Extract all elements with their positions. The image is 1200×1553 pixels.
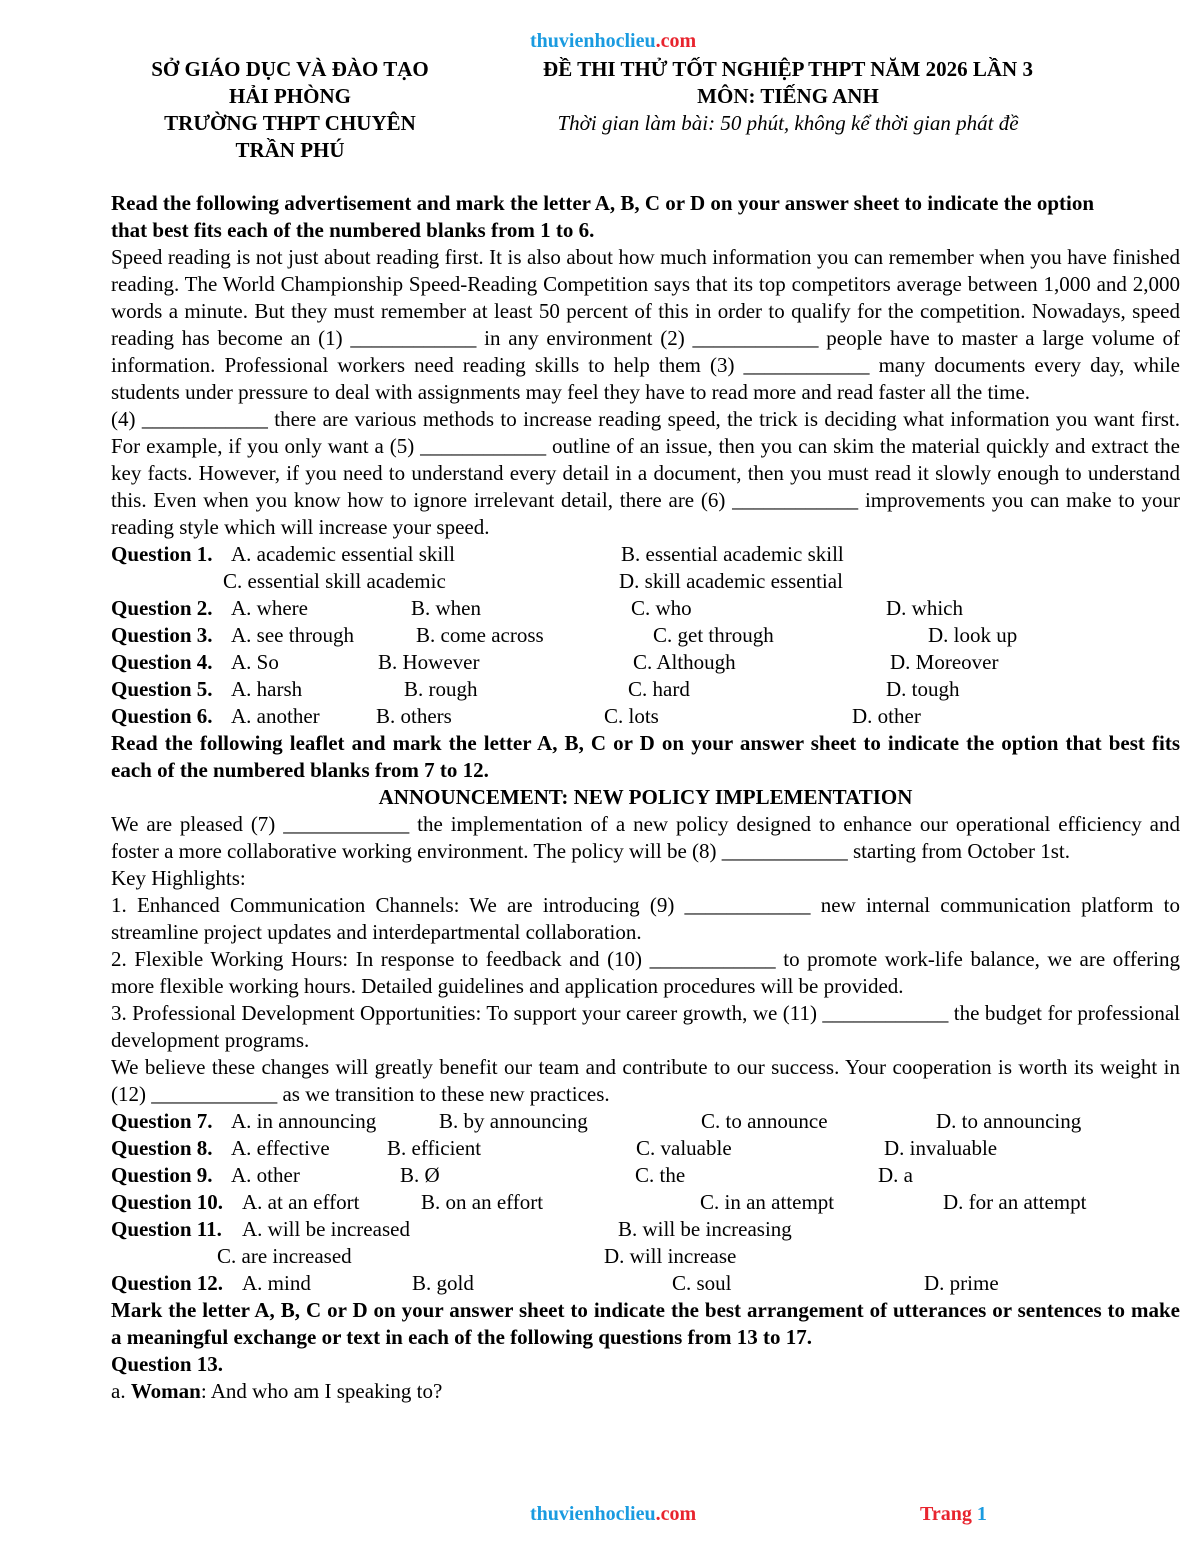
option-a: A. harsh [231,677,303,701]
option-b: B. when [411,596,481,620]
question-row [111,622,1180,649]
page-label: Trang [920,1503,972,1525]
exam-time: Thời gian làm bài: 50 phút, không kể thời gian phát đề [557,111,1019,135]
page-number-value: 1 [976,1503,987,1525]
question-row [111,541,1180,568]
site-watermark-bottom [530,1503,696,1526]
question-row [111,1243,1180,1270]
announcement-highlight-2: 2. Flexible Working Hours: In response to feedback and (10) ____________ to promote work-life balance, we are offering more flexible working hours. Detailed guidelines and application procedures will be provided. [111,947,1180,998]
option-a: A. another [231,704,320,728]
option-a: A. at an effort [242,1190,360,1214]
option-a: A. academic essential skill [231,542,455,566]
question-label: Question 1. [111,542,213,566]
speaker-label: Woman [130,1379,201,1403]
city-line: HẢI PHÒNG [229,84,351,108]
option-a: A. effective [231,1136,330,1160]
school-name-line: TRẦN PHÚ [235,138,345,162]
question-row [111,1135,1180,1162]
question-row [111,1162,1180,1189]
announcement-highlight-3: 3. Professional Development Opportunities: To support your career growth, we (11) ____________ the budget for professional development programs. [111,1001,1180,1052]
exam-subject: MÔN: TIẾNG ANH [697,84,879,108]
option-d: D. tough [886,677,960,701]
announcement-highlight-1: 1. Enhanced Communication Channels: We are introducing (9) ____________ new internal communication platform to streamline project updates and interdepartmental collaboration. [111,893,1180,944]
option-a: A. mind [242,1271,311,1295]
option-d: D. a [878,1163,913,1187]
option-b: B. However [378,650,480,674]
option-c: C. lots [604,704,659,728]
option-c: C. the [635,1163,686,1187]
option-b: B. Ø [400,1163,440,1187]
question-label: Question 7. [111,1109,213,1133]
page-number [920,1503,987,1526]
announcement-title: ANNOUNCEMENT: NEW POLICY IMPLEMENTATION [378,785,913,809]
option-c: C. are increased [217,1244,352,1268]
option-d: D. skill academic essential [619,569,843,593]
utterance-text: : And who am I speaking to? [200,1379,443,1403]
exam-title: ĐỀ THI THỬ TỐT NGHIỆP THPT NĂM 2026 LẦN 3 [543,57,1033,81]
question-row [111,1216,1180,1243]
option-d: D. Moreover [890,650,999,674]
option-b: B. efficient [387,1136,482,1160]
option-c: C. to announce [701,1109,828,1133]
option-b: B. will be increasing [618,1217,792,1241]
question-label: Question 2. [111,596,213,620]
announcement-closing: We believe these changes will greatly benefit our team and contribute to our success. Your cooperation is worth its weight in (12) ____________ as we transition to these new practices. [111,1055,1180,1106]
site-name: thuvienhoclieu [530,1503,656,1525]
question-label: Question 9. [111,1163,213,1187]
option-d: D. will increase [604,1244,737,1268]
option-d: D. which [886,596,963,620]
site-domain: .com [655,30,697,52]
question-row [111,676,1180,703]
option-d: D. prime [924,1271,999,1295]
line-prefix: a. [111,1379,126,1403]
site-name: thuvienhoclieu [530,30,656,52]
department-line: SỞ GIÁO DỤC VÀ ĐÀO TẠO [151,57,429,81]
option-b: B. on an effort [421,1190,544,1214]
question-label: Question 11. [111,1217,222,1241]
option-c: C. who [631,596,692,620]
option-c: C. get through [653,623,774,647]
section1-instruction: Read the following advertisement and mark the letter A, B, C or D on your answer sheet to indicate the option that best fits each of the numbered blanks from 1 to 6. [111,191,1095,242]
section3-instruction: Mark the letter A, B, C or D on your answer sheet to indicate the best arrangement of utterances or sentences to make a meaningful exchange or text in each of the following questions from 13 to 17. [111,1298,1180,1349]
option-d: D. invaluable [884,1136,998,1160]
option-d: D. other [852,704,921,728]
option-b: B. essential academic skill [621,542,844,566]
question-row [111,1189,1180,1216]
exam-content [111,190,1180,1405]
announcement-paragraph-1: We are pleased (7) ____________ the implementation of a new policy designed to enhance our operational efficiency and foster a more collaborative working environment. The policy will be (8) ____________ starting from October 1st. [111,812,1180,863]
option-a: A. in announcing [231,1109,377,1133]
question-label: Question 4. [111,650,213,674]
section2-instruction: Read the following leaflet and mark the letter A, B, C or D on your answer sheet to indicate the option that best fits each of the numbered blanks from 7 to 12. [111,731,1180,782]
question-label: Question 8. [111,1136,213,1160]
announcement-highlights-heading: Key Highlights: [111,866,246,890]
question-label: Question 6. [111,704,213,728]
option-c: C. Although [633,650,736,674]
site-watermark-top [530,30,696,53]
option-a: A. So [231,650,279,674]
option-b: B. come across [416,623,544,647]
question-13-label: Question 13. [111,1352,224,1376]
option-b: B. gold [412,1271,474,1295]
option-a: A. will be increased [242,1217,410,1241]
option-c: C. valuable [636,1136,732,1160]
question-label: Question 12. [111,1271,224,1295]
school-line: TRƯỜNG THPT CHUYÊN [164,111,416,135]
question-row [111,649,1180,676]
option-b: B. by announcing [439,1109,588,1133]
option-a: A. where [231,596,308,620]
option-d: D. to announcing [936,1109,1082,1133]
question-row [111,1108,1180,1135]
option-a: A. other [231,1163,300,1187]
section1-paragraph-1: Speed reading is not just about reading first. It is also about how much information you can remember when you have finished reading. The World Championship Speed-Reading Competition says that its top competitors average between 1,000 and 2,000 words a minute. But they must remember at least 50 percent of this in order to qualify for the competition. Nowadays, speed reading has become an (1) ____________ in any environment (2) ____________ people have to master a large volume of information. Professional workers need reading skills to help them (3) ____________ many documents every day, while students under pressure to deal with assignments may feel they have to read more and read faster all the time. [111,245,1180,404]
question-label: Question 3. [111,623,213,647]
question-label: Question 10. [111,1190,224,1214]
question-row [111,703,1180,730]
option-c: C. hard [628,677,690,701]
site-domain: .com [655,1503,697,1525]
option-a: A. see through [231,623,355,647]
question-row [111,1270,1180,1297]
section1-paragraph-2: (4) ____________ there are various methods to increase reading speed, the trick is deciding what information you want first. For example, if you only want a (5) ____________ outline of an issue, then you can skim the material quickly and extract the key facts. However, if you need to understand every detail in a document, then you must read it slowly enough to understand this. Even when you know how to ignore irrelevant detail, there are (6) ____________ improvements you can make to your reading style which will increase your speed. [111,407,1180,539]
question-row [111,595,1180,622]
question-label: Question 5. [111,677,213,701]
option-c: C. essential skill academic [223,569,446,593]
option-d: D. for an attempt [943,1190,1087,1214]
header-left [100,56,480,164]
option-c: C. soul [672,1271,732,1295]
question-13-line-a [111,1378,1180,1405]
option-b: B. others [376,704,452,728]
header-right [498,56,1078,137]
question-row [111,568,1180,595]
option-b: B. rough [404,677,478,701]
option-d: D. look up [928,623,1018,647]
option-c: C. in an attempt [700,1190,835,1214]
